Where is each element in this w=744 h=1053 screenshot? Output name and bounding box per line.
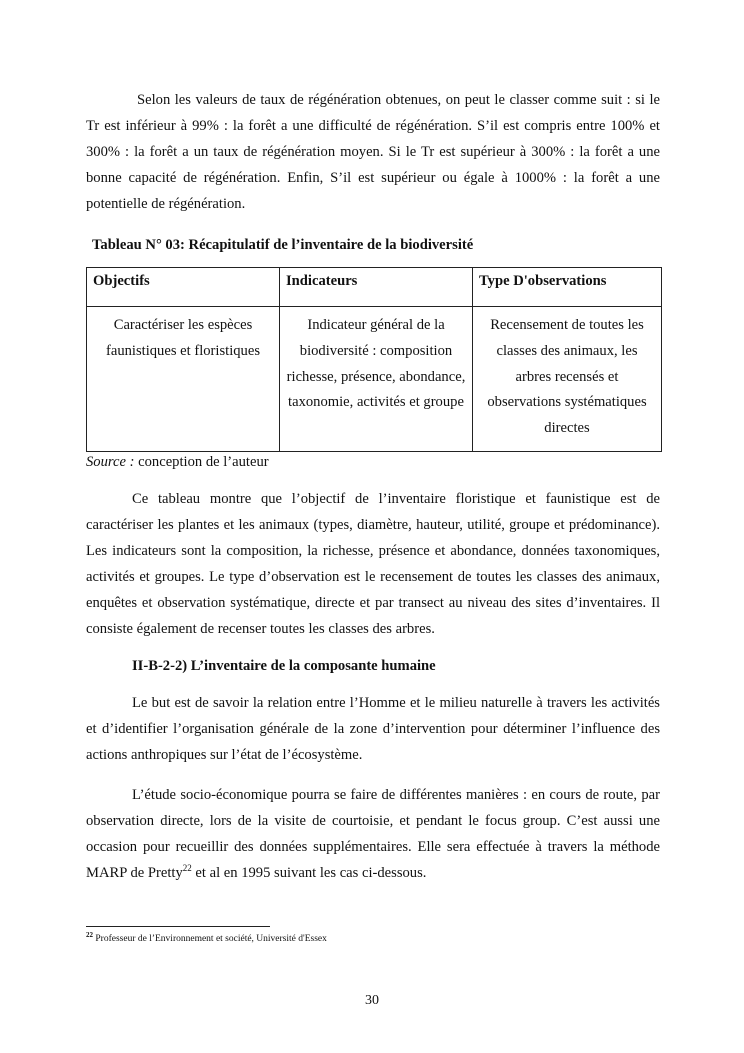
table-cell-observation: Recensement de toutes les classes des animaux, les arbres recensés et observations systématiques directes [473, 307, 662, 452]
table-header-observations: Type D'observations [473, 268, 662, 307]
footnote-separator [86, 926, 270, 927]
footnote [86, 930, 327, 945]
table-row [87, 307, 662, 452]
table-caption: Tableau N° 03: Récapitulatif de l’inventaire de la biodiversité [92, 237, 474, 253]
paragraph-regeneration: Selon les valeurs de taux de régénération obtenues, on peut le classer comme suit : si le Tr est inférieur à 99% : la forêt a une difficulté de régénération. S’il est compris entre 100% et 300% : la forêt a un taux de régénération moyen. Si le Tr est supérieur à 300% : la forêt a une bonne capacité de régénération. Enfin, S’il est supérieur ou égale à 1000% : la forêt a une potentielle de régénération. [86, 92, 660, 212]
footnote-reference: 22 [182, 863, 192, 874]
table-cell-objectif: Caractériser les espèces faunistiques et floristiques [87, 307, 280, 452]
source-label: Source : [86, 454, 135, 470]
socio-text: L’étude socio-économique pourra se faire de différentes manières : en cours de route, par observation directe, lors de la visite de courtoisie, et pendant le focus group. C’est aussi une occasion pour recueillir des données supplémentaires. Elle sera effectuée à travers la méthode MARP de Pretty [86, 787, 660, 881]
document-page [86, 87, 660, 886]
page-number: 30 [365, 993, 379, 1008]
table-source [86, 452, 660, 472]
footnote-text: Professeur de l’Environnement et société, Université d'Essex [93, 934, 327, 944]
table-cell-indicateur: Indicateur général de la biodiversité : composition richesse, présence, abondance, taxonomie, activités et groupe [280, 307, 473, 452]
socio-text-end: et al en 1995 suivant les cas ci-dessous. [191, 865, 427, 881]
table-header-objectifs: Objectifs [87, 268, 280, 307]
paragraph-human-component: Le but est de savoir la relation entre l’Homme et le milieu naturelle à travers les activités et d’identifier l’organisation générale de la zone d’intervention pour déterminer l’influence des actions anthropiques sur l’état de l’écosystème. [86, 695, 660, 763]
section-heading: II-B-2-2) L’inventaire de la composante humaine [132, 658, 436, 674]
source-text: conception de l’auteur [134, 454, 269, 470]
table-header-indicateurs: Indicateurs [280, 268, 473, 307]
biodiversity-table [86, 267, 662, 452]
table-header-row [87, 268, 662, 307]
paragraph-table-commentary: Ce tableau montre que l’objectif de l’inventaire floristique et faunistique est de caractériser les plantes et les animaux (types, diamètre, hauteur, utilité, groupe et prédominance). Les indicateurs sont la composition, la richesse, présence et abondance, données taxonomiques, activités et groupes. Le type d’observation est le recensement de toutes les classes des animaux, enquêtes et observation systématique, directe et par transect au niveau des sites d’inventaires. Il consiste également de recenser toutes les classes des arbres. [86, 491, 660, 637]
paragraph-socio-economic [86, 782, 660, 886]
footnote-marker: 22 [86, 930, 93, 939]
